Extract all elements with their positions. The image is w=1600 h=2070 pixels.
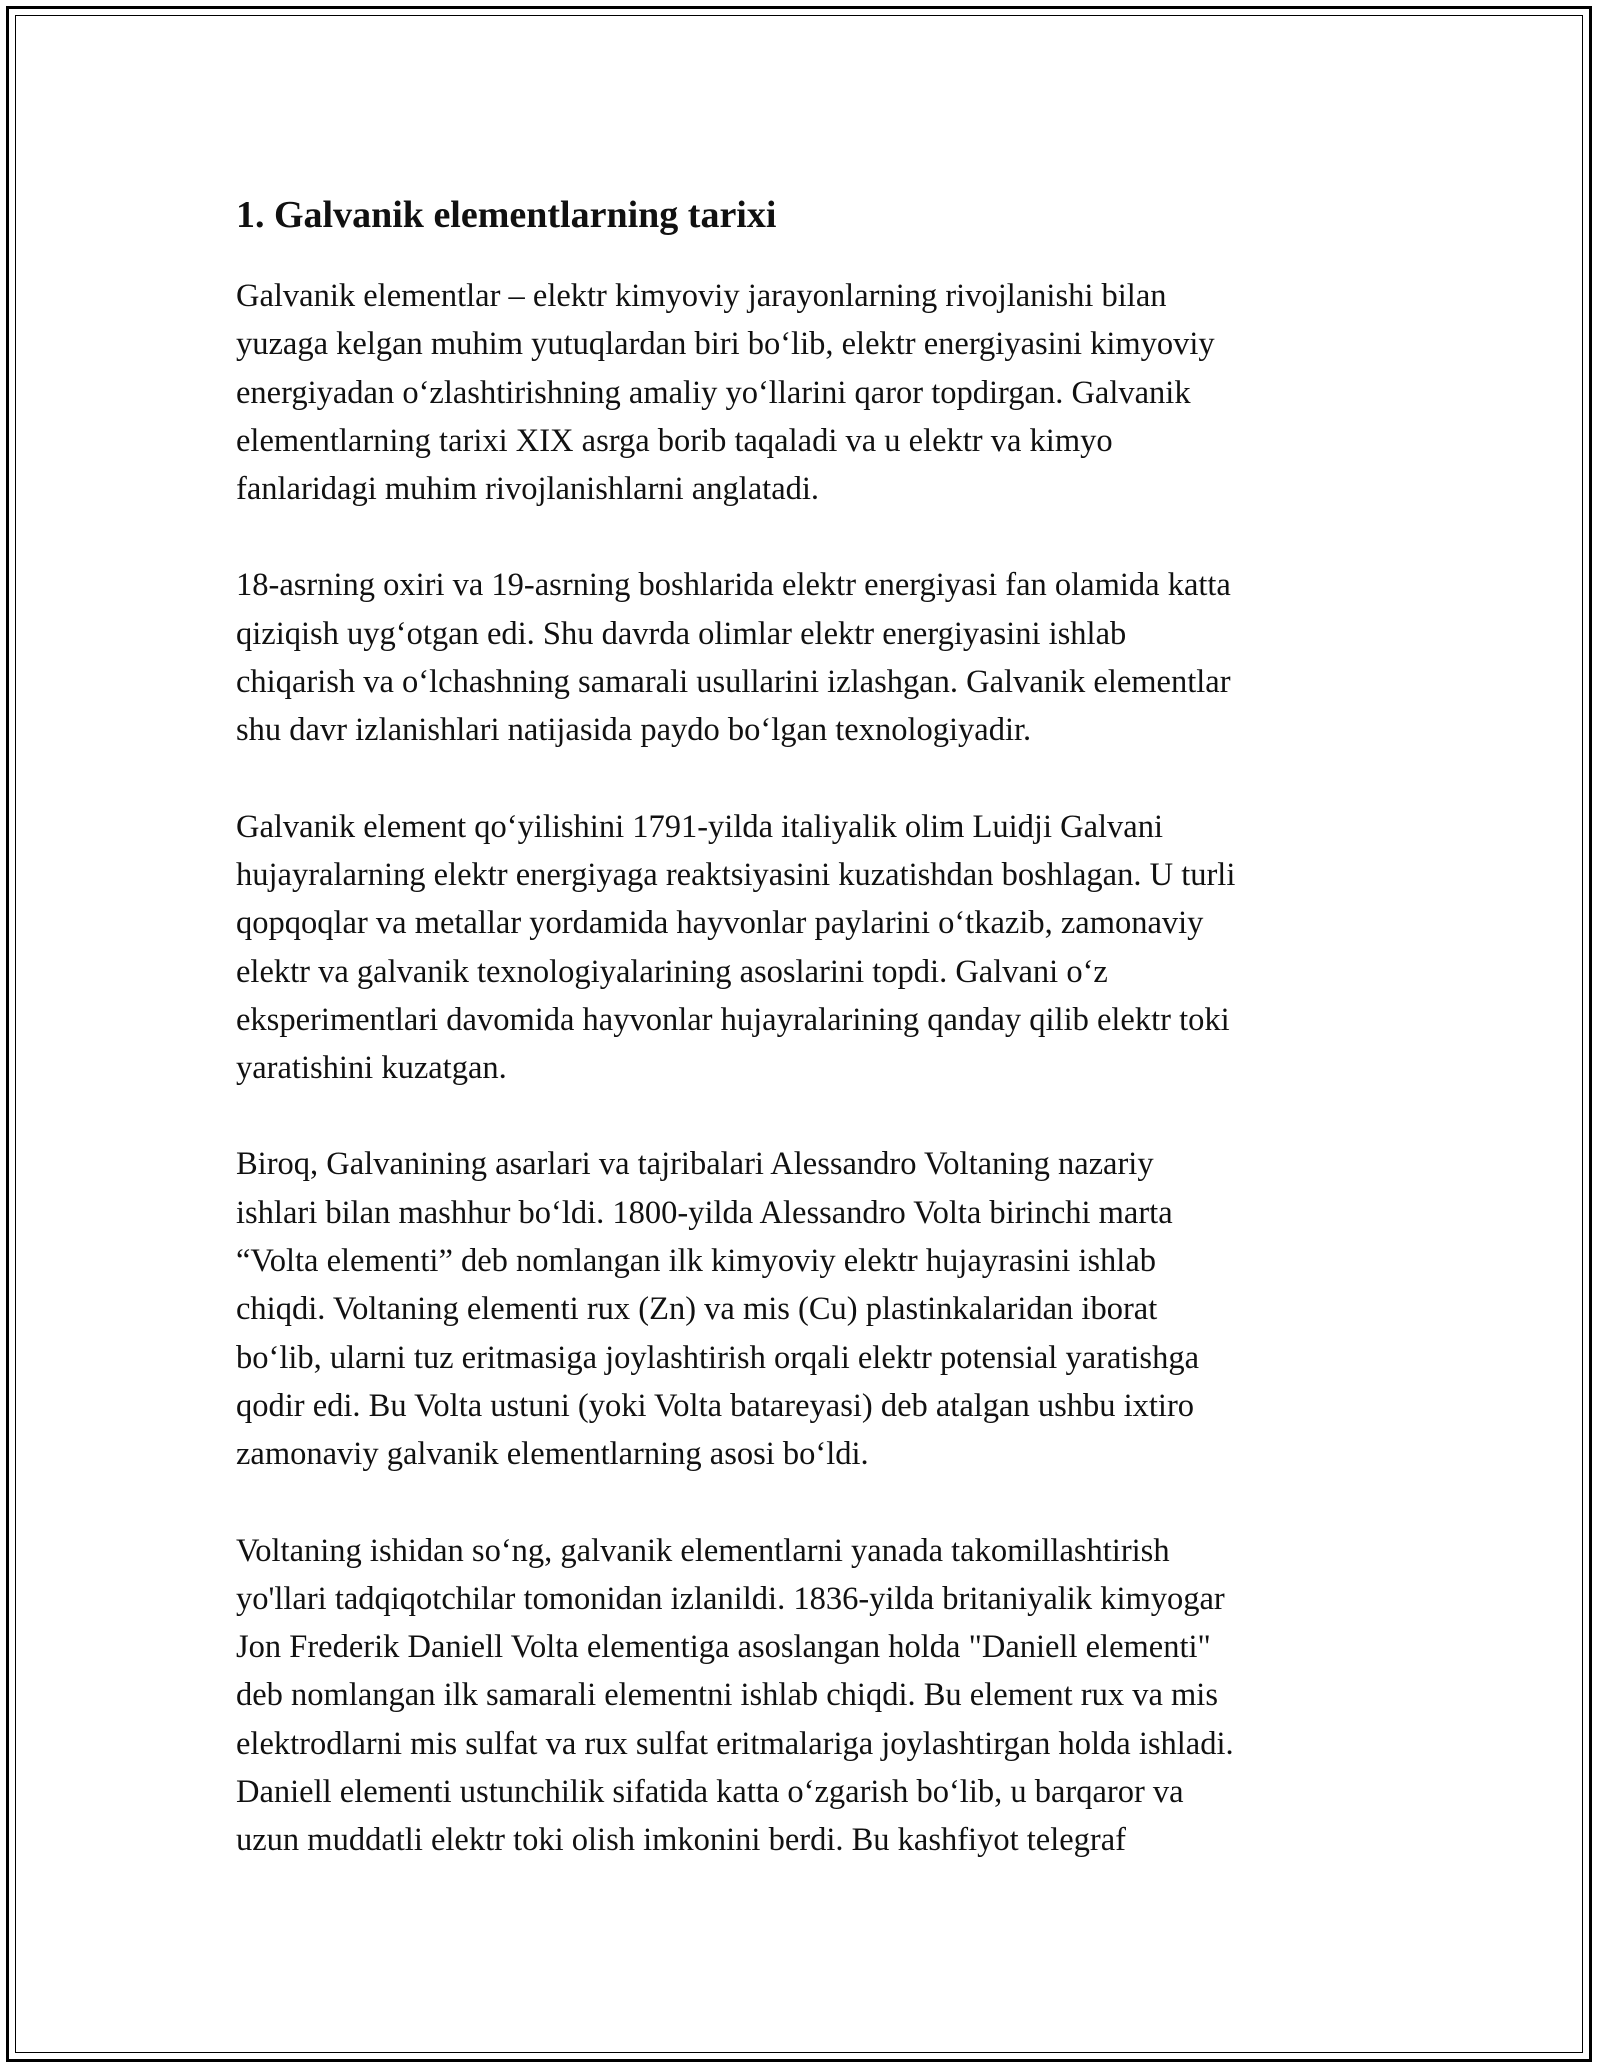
paragraph-line: uzun muddatli elektr toki olish imkonini berdi. Bu kashfiyot telegraf	[236, 1822, 1126, 1859]
paragraph-line: zamonaviy galvanik elementlarning asosi bo‘ldi.	[236, 1436, 869, 1473]
paragraph-line: bo‘lib, ularni tuz eritmasiga joylashtirish orqali elektr potensial yaratishga	[236, 1339, 1200, 1376]
paragraph-container	[236, 272, 1386, 1865]
paragraph-line: energiyadan o‘zlashtirishning amaliy yo‘llarini qaror topdirgan. Galvanik	[236, 374, 1191, 411]
paragraph-line: ishlari bilan mashhur bo‘ldi. 1800-yilda Alessandro Volta birinchi marta	[236, 1194, 1173, 1231]
paragraph	[236, 1527, 1386, 1865]
paragraph-line: yo'llari tadqiqotchilar tomonidan izlanildi. 1836-yilda britaniyalik kimyogar	[236, 1580, 1225, 1617]
paragraph-line: shu davr izlanishlari natijasida paydo bo‘lgan texnologiyadir.	[236, 712, 1032, 749]
paragraph	[236, 561, 1386, 754]
paragraph-line: elektr va galvanik texnologiyalarining asoslarini topdi. Galvani o‘z	[236, 953, 1108, 990]
paragraph-line: Biroq, Galvanining asarlari va tajribalari Alessandro Voltaning nazariy	[236, 1146, 1154, 1183]
paragraph-line: Galvanik elementlar – elektr kimyoviy jarayonlarning rivojlanishi bilan	[236, 278, 1167, 314]
paragraph-line: chiqarish va o‘lchashning samarali usullarini izlashgan. Galvanik elementlar	[236, 664, 1231, 701]
paragraph-line: elementlarning tarixi XIX asrga borib taqaladi va u elektr va kimyo	[236, 422, 1113, 459]
paragraph-line: qiziqish uyg‘otgan edi. Shu davrda olimlar elektr energiyasini ishlab	[236, 615, 1127, 652]
document-body	[236, 188, 1386, 1865]
paragraph	[236, 272, 1386, 513]
paragraph-line: yaratishini kuzatgan.	[236, 1050, 507, 1087]
paragraph-line: hujayralarning elektr energiyaga reaktsiyasini kuzatishdan boshlagan. U turli	[236, 856, 1236, 893]
paragraph-line: elektrodlarni mis sulfat va rux sulfat eritmalariga joylashtirgan holda ishladi.	[236, 1725, 1234, 1762]
paragraph	[236, 803, 1386, 1093]
paragraph	[236, 1140, 1386, 1478]
paragraph-line: eksperimentlari davomida hayvonlar hujayralarining qanday qilib elektr toki	[236, 1001, 1230, 1038]
paragraph-line: yuzaga kelgan muhim yutuqlardan biri bo‘lib, elektr energiyasini kimyoviy	[236, 326, 1215, 363]
paragraph-line: qodir edi. Bu Volta ustuni (yoki Volta batareyasi) deb atalgan ushbu ixtiro	[236, 1387, 1195, 1424]
paragraph-line: chiqdi. Voltaning elementi rux (Zn) va mis (Cu) plastinkalaridan iborat	[236, 1291, 1158, 1328]
paragraph-line: qopqoqlar va metallar yordamida hayvonlar paylarini o‘tkazib, zamonaviy	[236, 905, 1204, 942]
paragraph-line: Jon Frederik Daniell Volta elementiga asoslangan holda "Daniell elementi"	[236, 1629, 1211, 1666]
paragraph-line: “Volta elementi” deb nomlangan ilk kimyoviy elektr hujayrasini ishlab	[236, 1243, 1157, 1280]
paragraph-line: fanlaridagi muhim rivojlanishlarni anglatadi.	[236, 471, 820, 508]
paragraph-line: 18-asrning oxiri va 19-asrning boshlarida elektr energiyasi fan olamida katta	[236, 567, 1231, 604]
paragraph-line: deb nomlangan ilk samarali elementni ishlab chiqdi. Bu element rux va mis	[236, 1677, 1218, 1714]
paragraph-line: Daniell elementi ustunchilik sifatida katta o‘zgarish bo‘lib, u barqaror va	[236, 1774, 1184, 1811]
paragraph-line: Galvanik element qo‘yilishini 1791-yilda italiyalik olim Luidji Galvani	[236, 808, 1163, 845]
paragraph-line: Voltaning ishidan so‘ng, galvanik elementlarni yanada takomillashtirish	[236, 1532, 1170, 1569]
section-heading: 1. Galvanik elementlarning tarixi	[236, 194, 777, 236]
